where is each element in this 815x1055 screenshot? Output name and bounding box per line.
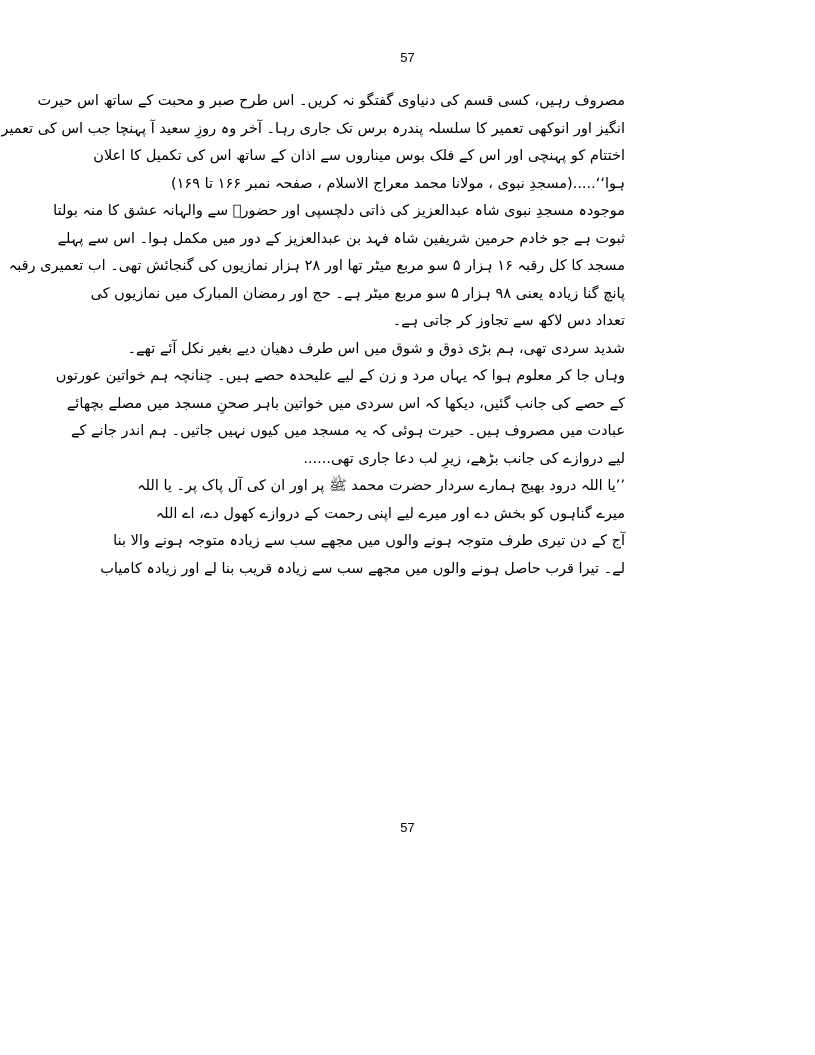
text-line: آج کے دن تیری طرف متوجہ ہونے والوں میں مجھے سب سے زیادہ متوجہ ہونے والا بنا [113, 533, 625, 549]
text-line: ثبوت ہے جو خادم حرمین شریفین شاہ فہد بن عبدالعزیز کے دور میں مکمل ہوا۔ اس سے پہلے [57, 230, 625, 247]
text-line: لے۔ تیرا قرب حاصل ہونے والوں میں مجھے سب سے زیادہ قریب بنا لے اور زیادہ کامیاب [100, 560, 625, 577]
text-line: مصروف رہیں، کسی قسم کی دنیاوی گفتگو نہ کریں۔ اس طرح صبر و محبت کے ساتھ اس حیرت [37, 93, 625, 109]
text-line: میرے گناہوں کو بخش دے اور میرے لیے اپنی رحمت کے دروازے کھول دے، اے اللہ [155, 505, 625, 522]
text-line: انگیز اور انوکھی تعمیر کا سلسلہ پندرہ برس تک جاری رہا۔ آخر وہ روزِ سعید آ پہنچا جب اس کی تعمیر [1, 120, 625, 137]
text-line: کے حصے کی جانب گئیں، دیکھا کہ اس سردی میں خواتین باہر صحنِ مسجد میں مصلے بچھائے [66, 395, 625, 412]
paragraph-3 [55, 336, 625, 474]
text-line: پانچ گنا زیادہ یعنی ۹۸ ہزار ۵ سو مربع میٹر ہے۔ حج اور رمضان المبارک میں نمازیوں کی [90, 285, 625, 302]
paragraph-2 [8, 198, 625, 336]
text-line: موجودہ مسجدِ نبوی شاہ عبدالعزیز کی ذاتی دلچسپی اور حضورؐ سے والہانہ عشق کا منہ بولتا [53, 203, 625, 219]
page-number-bottom: 57 [400, 820, 415, 835]
text-line: شدید سردی تھی، ہم بڑی ذوق و شوق میں اس طرف دھیان دیے بغیر نکل آئے تھے۔ [127, 340, 625, 357]
text-line: تعداد دس لاکھ سے تجاوز کر جاتی ہے۔ [392, 313, 625, 329]
text-line: عبادت میں مصروف ہیں۔ حیرت ہوئی کہ یہ مسجد میں کیوں نہیں جاتیں۔ ہم اندر جانے کے [71, 423, 625, 439]
page-number-top: 57 [400, 50, 415, 65]
text-line: ’’یا اللہ درود بھیج ہمارے سردار حضرت محمد ﷺ پر اور ان کی آل پاک پر۔ یا اللہ [137, 478, 625, 494]
paragraph-1 [1, 88, 625, 198]
text-line: وہاں جا کر معلوم ہوا کہ یہاں مرد و زن کے لیے علیحدہ حصے ہیں۔ چنانچہ ہم خواتین عورتوں [55, 368, 625, 384]
text-line: ہوا‘‘.....(مسجدِ نبوی ، مولانا محمد معراج الاسلام ، صفحہ نمبر ۱۶۶ تا ۱۶۹) [170, 175, 625, 192]
text-line: اختتام کو پہنچی اور اس کے فلک بوس میناروں سے اذان کے ساتھ اس کی تکمیل کا اعلان [93, 148, 625, 164]
page-body [1, 88, 625, 583]
text-line: لیے دروازے کی جانب بڑھے، زیرِ لب دعا جاری تھی...... [303, 450, 625, 467]
text-line: مسجد کا کل رقبہ ۱۶ ہزار ۵ سو مربع میٹر تھا اور ۲۸ ہزار نمازیوں کی گنجائش تھی۔ اب تعمیری رقبہ [8, 258, 625, 274]
paragraph-4 [100, 473, 625, 583]
